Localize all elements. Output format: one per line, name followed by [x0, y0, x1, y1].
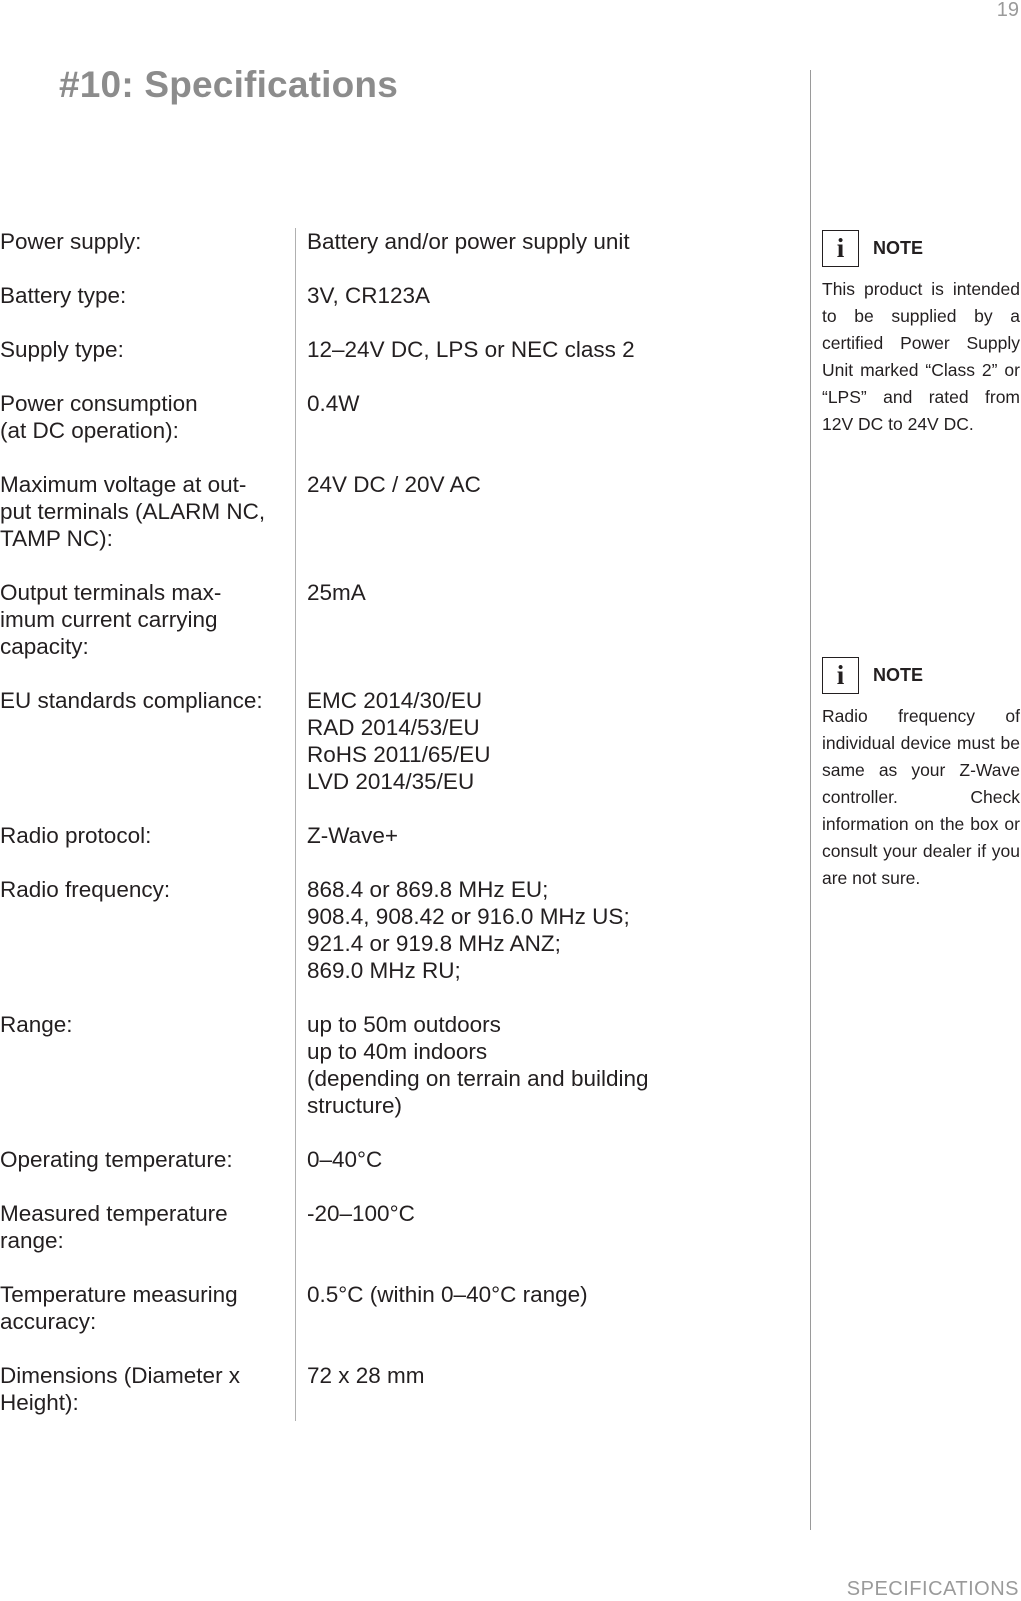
note-power-supply [822, 228, 1020, 438]
spec-value: 0.4W [307, 391, 360, 416]
spec-value: 908.4, 908.42 or 916.0 MHz US; [307, 904, 630, 929]
spec-row [0, 1011, 760, 1119]
spec-values [307, 471, 760, 552]
note-radio-frequency [822, 655, 1020, 892]
spec-row [0, 228, 760, 255]
note-title: NOTE [873, 664, 924, 685]
note-text: This product is intended to be supplied by a certified Power Supply Unit marked “Class 2” or “LPS” and rated from 12V DC to 24V DC. [822, 279, 1020, 434]
spec-value: -20–100°C [307, 1201, 415, 1226]
spec-value: structure) [307, 1093, 403, 1118]
spec-row [0, 1146, 760, 1173]
spec-value: RoHS 2011/65/EU [307, 742, 491, 767]
spec-label: Temperature measuring accuracy: [0, 1282, 238, 1334]
spec-value: 3V, CR123A [307, 283, 431, 308]
note-text: Radio frequency of individual device must be same as your Z-Wave controller. Check information on the box or consult your dealer if you are not sure. [822, 706, 1020, 888]
spec-row [0, 579, 760, 660]
spec-values [307, 1146, 760, 1173]
spec-value: 0.5°C (within 0–40°C range) [307, 1282, 588, 1307]
spec-label: Measured temperature range: [0, 1201, 228, 1253]
note-header [822, 228, 1020, 268]
spec-label: Radio protocol: [0, 823, 152, 848]
spec-label: Range: [0, 1012, 73, 1037]
spec-value: 72 x 28 mm [307, 1363, 425, 1388]
page-number: 19 [996, 0, 1019, 21]
spec-label: Dimensions (Diameter x Height): [0, 1363, 241, 1415]
page-title: #10: Specifications [59, 64, 398, 105]
info-icon: i [822, 657, 859, 694]
spec-value: 24V DC / 20V AC [307, 472, 481, 497]
spec-label: Power consumption (at DC operation): [0, 391, 198, 443]
spec-values [307, 579, 760, 660]
note-header [822, 655, 1020, 695]
spec-values [307, 228, 760, 255]
note-title: NOTE [873, 237, 924, 258]
spec-values [307, 282, 760, 309]
spec-label: EU standards compliance: [0, 688, 263, 713]
spec-row [0, 336, 760, 363]
spec-row [0, 282, 760, 309]
spec-value: Battery and/or power supply unit [307, 229, 630, 254]
spec-value: 0–40°C [307, 1147, 383, 1172]
spec-values [307, 390, 760, 444]
spec-value: up to 40m indoors [307, 1039, 488, 1064]
spec-row [0, 822, 760, 849]
spec-value: 921.4 or 919.8 MHz ANZ; [307, 931, 561, 956]
specifications-table [0, 228, 760, 1416]
spec-label: Operating temperature: [0, 1147, 233, 1172]
spec-value: up to 50m outdoors [307, 1012, 501, 1037]
spec-row [0, 876, 760, 984]
spec-values [307, 336, 760, 363]
spec-label: Power supply: [0, 229, 142, 254]
sidebar-divider [810, 70, 811, 1530]
spec-values [307, 687, 760, 795]
spec-row [0, 1200, 760, 1254]
spec-values [307, 1281, 760, 1335]
spec-label: Maximum voltage at out- put terminals (ALARM NC, TAMP NC): [0, 472, 266, 551]
spec-value: 868.4 or 869.8 MHz EU; [307, 877, 549, 902]
info-icon: i [822, 230, 859, 267]
spec-value: RAD 2014/53/EU [307, 715, 480, 740]
spec-values [307, 1011, 760, 1119]
spec-value: 869.0 MHz RU; [307, 958, 461, 983]
spec-value: (depending on terrain and building [307, 1066, 649, 1091]
spec-values [307, 1362, 760, 1416]
section-footer-label: SPECIFICATIONS [846, 1578, 1019, 1600]
spec-row [0, 1362, 760, 1416]
spec-label: Output terminals max- imum current carrying capacity: [0, 580, 222, 659]
spec-value: EMC 2014/30/EU [307, 688, 483, 713]
spec-value: 12–24V DC, LPS or NEC class 2 [307, 337, 635, 362]
spec-row [0, 1281, 760, 1335]
spec-row [0, 687, 760, 795]
spec-label: Radio frequency: [0, 877, 171, 902]
spec-value: LVD 2014/35/EU [307, 769, 475, 794]
spec-label: Supply type: [0, 337, 124, 362]
spec-values [307, 876, 760, 984]
spec-row [0, 471, 760, 552]
spec-row [0, 390, 760, 444]
spec-values [307, 1200, 760, 1254]
spec-values [307, 822, 760, 849]
spec-label: Battery type: [0, 283, 127, 308]
spec-value: Z-Wave+ [307, 823, 399, 848]
spec-value: 25mA [307, 580, 366, 605]
